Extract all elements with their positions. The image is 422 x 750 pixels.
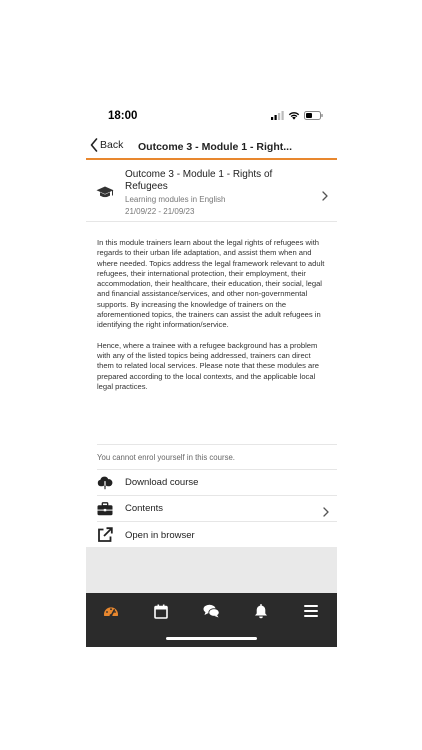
messages-icon [203, 604, 220, 618]
briefcase-icon [97, 502, 113, 516]
chevron-left-icon [90, 138, 98, 152]
summary-paragraph: Hence, where a trainee with a refugee background has a problem with any of the listed topics being addressed, trainers can direct them to related local services. Please note that these modules are prepared according to the local contexts, and the applicable local legal practices. [97, 340, 320, 391]
enrol-message: You cannot enrol yourself in this course. [97, 444, 337, 470]
chevron-right-icon [322, 188, 328, 206]
status-icons [271, 111, 323, 120]
tab-messages[interactable] [201, 601, 221, 621]
course-category: Learning modules in English [125, 195, 226, 204]
contents-label: Contents [125, 503, 164, 514]
tab-dashboard[interactable] [101, 601, 121, 621]
signal-icon [271, 111, 284, 120]
battery-icon [304, 111, 323, 120]
dashboard-icon [103, 604, 119, 618]
bell-icon [254, 604, 268, 619]
page-title: Outcome 3 - Module 1 - Right... [138, 141, 293, 153]
course-name: Outcome 3 - Module 1 - Rights of Refugees [125, 169, 273, 192]
contents-button[interactable] [97, 496, 337, 522]
back-label: Back [100, 139, 124, 151]
open-in-browser-label: Open in browser [125, 529, 195, 541]
app-screen [86, 98, 337, 647]
menu-icon [304, 605, 318, 617]
wifi-icon [288, 111, 300, 120]
download-course-label: Download course [125, 477, 199, 488]
tab-notifications[interactable] [251, 601, 271, 621]
status-bar [86, 98, 337, 138]
chevron-right-icon [323, 504, 329, 522]
bottom-tab-bar [86, 593, 337, 647]
status-time: 18:00 [108, 110, 138, 122]
course-header[interactable] [86, 164, 337, 222]
navigation-bar [86, 136, 337, 160]
calendar-icon [154, 604, 168, 619]
back-button[interactable] [90, 138, 123, 152]
empty-area [86, 547, 337, 593]
tab-menu[interactable] [301, 601, 321, 621]
open-in-browser-button[interactable] [97, 522, 337, 548]
course-dates: 21/09/22 - 21/09/23 [125, 207, 195, 216]
graduation-cap-icon [96, 186, 114, 204]
download-course-button[interactable] [97, 470, 337, 496]
summary-paragraph: In this module trainers learn about the legal rights of refugees with regards to their urban life adaptation, and assist them when and where needed. Topics address the legal framework relevant to adult refugees, their international protection, their employment, their accommodation, their healthcare, their education, their social, legal and financial assistance/services, and other non-governmental supports. By increasing the knowledge of trainers on the aforementioned topics, the trainers can assist the adult refugees in identifying the right information/service. [97, 238, 325, 330]
cloud-download-icon [97, 476, 113, 490]
home-indicator [166, 637, 257, 640]
tab-calendar[interactable] [151, 601, 171, 621]
external-link-icon [97, 527, 113, 543]
course-summary [97, 238, 329, 402]
